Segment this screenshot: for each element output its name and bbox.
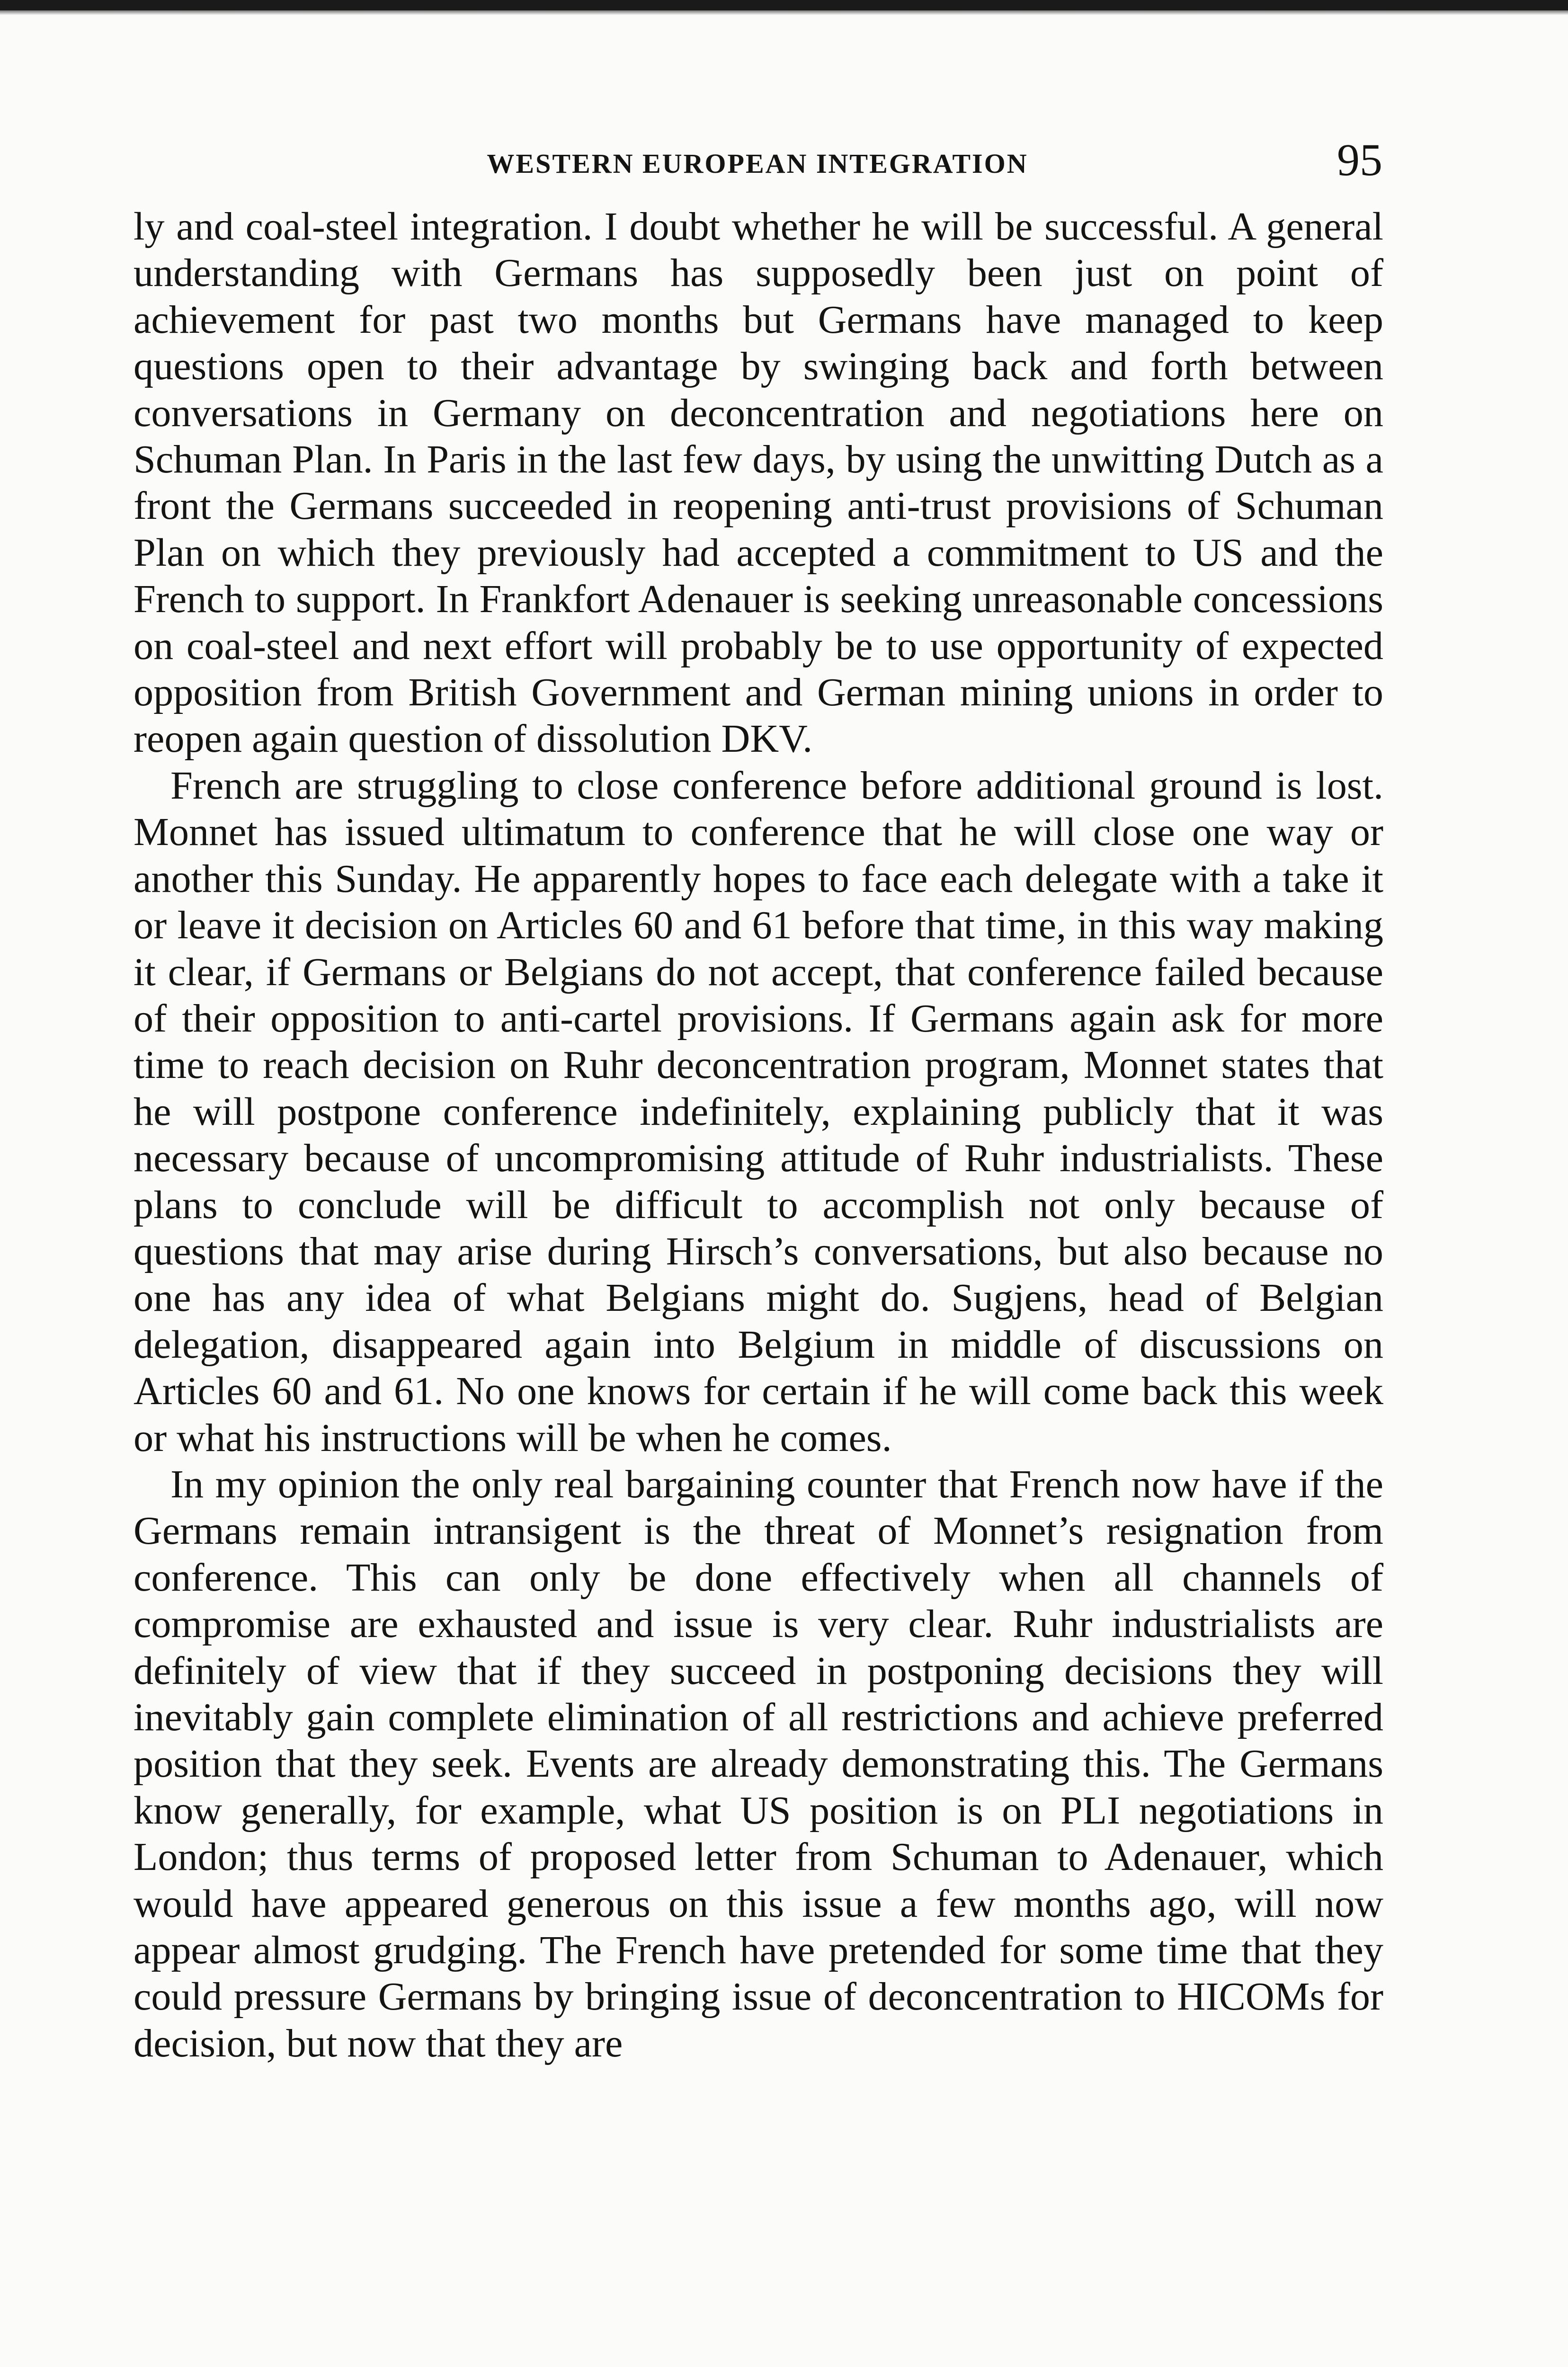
paragraph-3: In my opinion the only real bargaining counter that French now have if the Germans remain intransigent is the threat of Monnet’s resignation from conference. This can only be done effectively when all channels of compromise are exhausted and issue is very clear. Ruhr industrialists are definitely of view that if they succeed in postponing decisions they will inevitably gain complete elimination of all restrictions and achieve preferred position that they seek. Events are already demonstrating this. The Germans know generally, for example, what US position is on PLI negotiations in London; thus terms of proposed letter from Schuman to Adenauer, which would have appeared generous on this issue a few months ago, will now appear almost grudging. The French have pretended for some time that they could pressure Germans by bringing issue of deconcentration to HICOMs for decision, but now that they are bbox=[134, 1462, 1383, 2065]
scan-top-edge bbox=[0, 0, 1568, 10]
running-header bbox=[133, 134, 1382, 185]
paragraph-1: ly and coal-steel integration. I doubt whether he will be successful. A general understanding with Germans has supposedly been just on point of achievement for past two months but Germans have managed to keep questions open to their advantage by swinging back and forth between conversations in Germany on deconcentration and negotiations here on Schuman Plan. In Paris in the last few days, by using the unwitting Dutch as a front the Germans succeeded in reopening anti-trust provisions of Schuman Plan on which they previously had accepted a commitment to US and the French to support. In Frankfort Adenauer is seeking unreasonable concessions on coal-steel and next effort will probably be to use opportunity of expected opposition from British Government and German mining unions in order to reopen again question of dissolution DKV. bbox=[134, 205, 1383, 761]
body-text bbox=[134, 204, 1383, 2067]
page-number: 95 bbox=[1337, 134, 1382, 185]
running-title: WESTERN EUROPEAN INTEGRATION bbox=[487, 148, 1028, 179]
scan-top-shadow bbox=[0, 10, 1568, 15]
paragraph-2: French are struggling to close conference before additional ground is lost. Monnet has issued ultimatum to conference that he will close one way or another this Sunday. He apparently hopes to face each delegate with a take it or leave it decision on Articles 60 and 61 before that time, in this way making it clear, if Germans or Belgians do not accept, that conference failed because of their opposition to anti-cartel provisions. If Germans again ask for more time to reach decision on Ruhr deconcentration program, Monnet states that he will postpone conference indefinitely, explaining publicly that it was necessary because of uncompromising attitude of Ruhr industrialists. These plans to conclude will be difficult to accomplish not only because of questions that may arise during Hirsch’s conversations, but also because no one has any idea of what Belgians might do. Sugjens, head of Belgian delegation, disappeared again into Belgium in middle of discussions on Articles 60 and 61. No one knows for certain if he will come back this week or what his instructions will be when he comes. bbox=[134, 763, 1383, 1460]
